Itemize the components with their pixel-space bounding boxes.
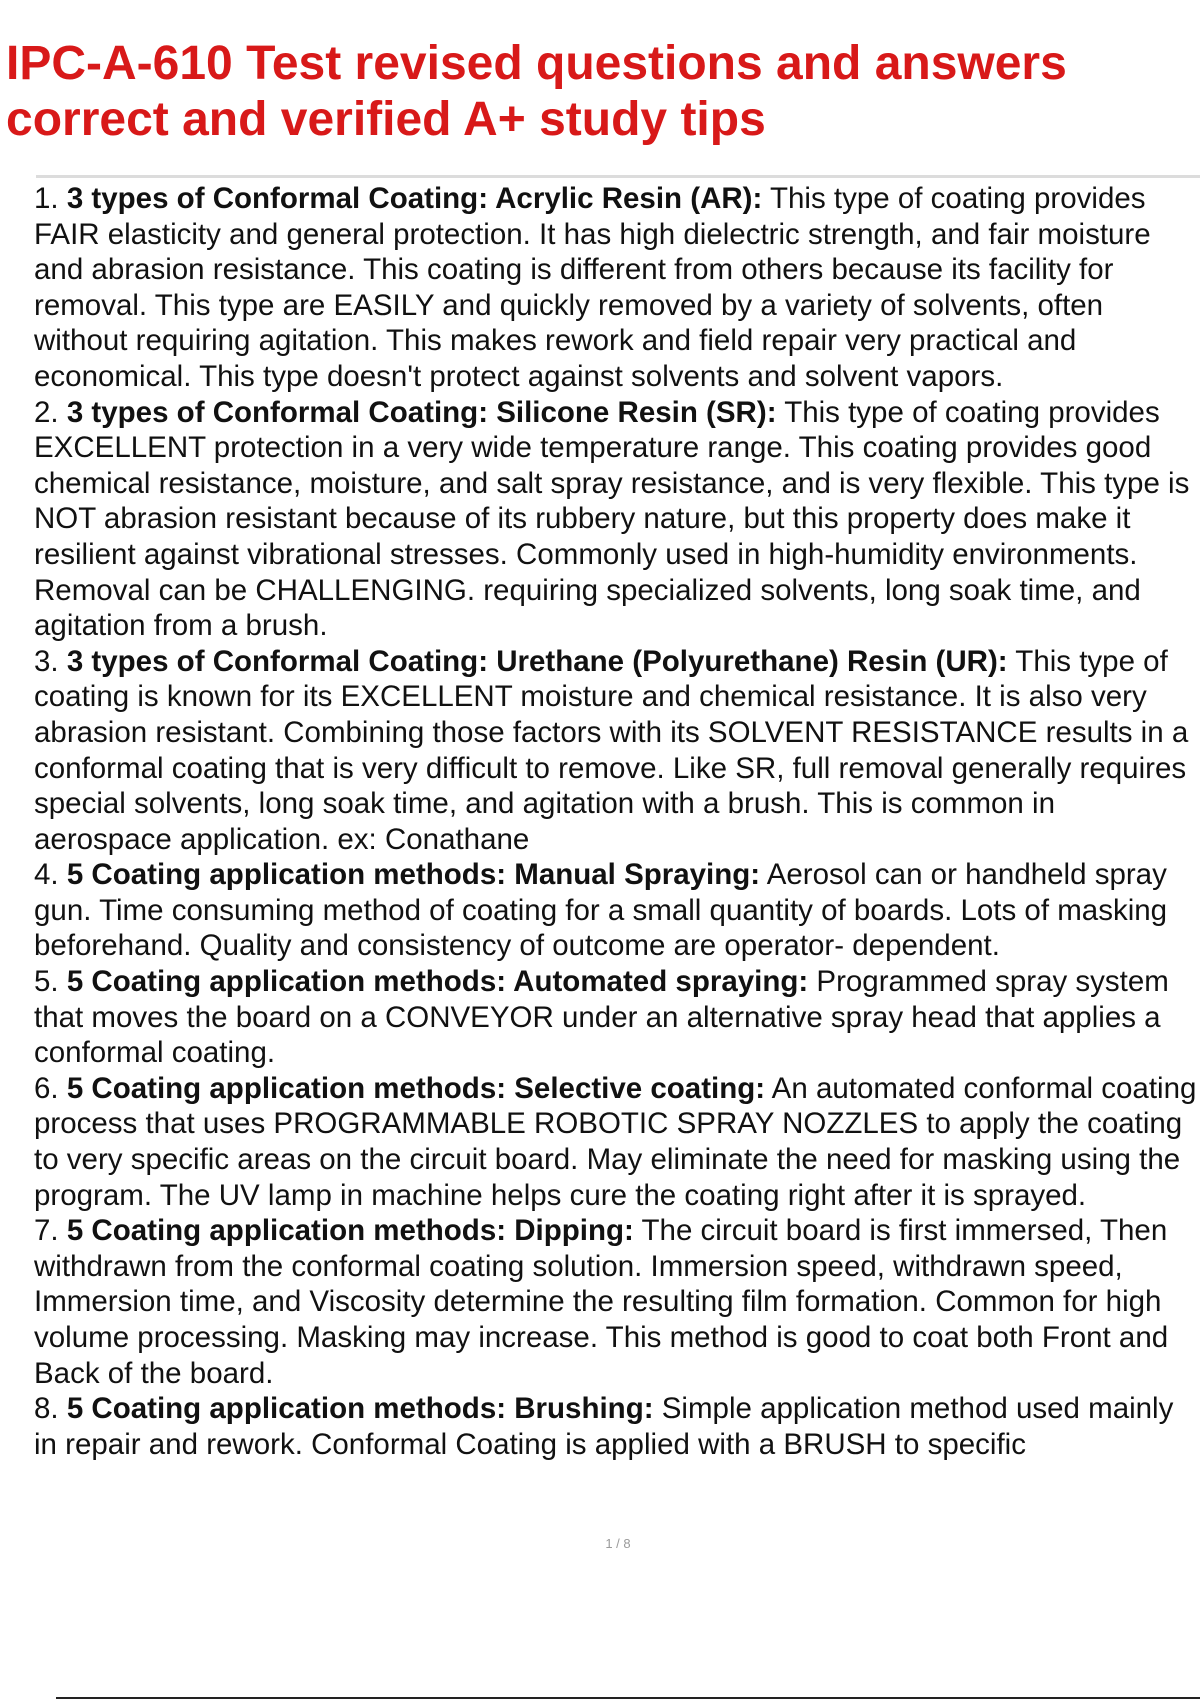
qa-number: 2.	[34, 395, 59, 429]
title-line-1: IPC-A-610 Test revised questions and answers	[6, 37, 1067, 90]
title-line-2: correct and verified A+ study tips	[6, 93, 766, 146]
qa-question: 5 Coating application methods: Automated spraying:	[66, 965, 809, 999]
qa-number: 3.	[34, 644, 59, 678]
bottom-divider	[56, 1697, 1200, 1699]
qa-number: 6.	[34, 1071, 59, 1105]
qa-question: 5 Coating application methods: Dipping:	[66, 1214, 634, 1248]
qa-question: 3 types of Conformal Coating: Acrylic Resin (AR):	[66, 182, 763, 215]
qa-answer: The circuit board is first immersed, Then withdrawn from the conformal coating solution. Immersion speed, withdrawn speed, Immersion time, and Viscosity determine the resulting film formation. Common for high volume processing. Masking may increase. This method is good to coat both Front and Back of the board.	[34, 1214, 1169, 1390]
qa-answer: An automated conformal coating process that uses PROGRAMMABLE ROBOTIC SPRAY NOZZLES to apply the coating to very specific areas on the circuit board. May eliminate the need for masking using the program. The UV lamp in machine helps cure the coating right after it is sprayed.	[34, 1071, 1197, 1212]
qa-item-6	[34, 1071, 1200, 1213]
qa-question: 5 Coating application methods: Brushing:	[66, 1392, 654, 1426]
qa-question: 5 Coating application methods: Manual Spraying:	[66, 858, 761, 892]
qa-answer: This type of coating provides EXCELLENT protection in a very wide temperature range. This coating provides good chemical resistance, moisture, and salt spray resistance, and is very flexible. This type is NOT abrasion resistant because of its rubbery nature, but this property does make it resilient against vibrational stresses. Commonly used in high-humidity environments. Removal can be CHALLENGING. requiring specialized solvents, long soak time, and agitation from a brush.	[34, 395, 1190, 643]
qa-list	[34, 181, 1200, 1462]
qa-question: 5 Coating application methods: Selective coating:	[66, 1071, 766, 1105]
qa-number: 4.	[34, 858, 59, 892]
qa-item-2	[34, 395, 1200, 644]
qa-answer: Simple application method used mainly in repair and rework. Conformal Coating is applied with a BRUSH to specific	[34, 1392, 1174, 1461]
qa-item-4	[34, 857, 1200, 964]
qa-answer: This type of coating is known for its EXCELLENT moisture and chemical resistance. It is also very abrasion resistant. Combining those factors with its SOLVENT RESISTANCE results in a conformal coating that is very difficult to remove. Like SR, full removal generally requires special solvents, long soak time, and agitation with a brush. This is common in aerospace application. ex: Conathane	[34, 644, 1189, 856]
qa-question: 3 types of Conformal Coating: Urethane (Polyurethane) Resin (UR):	[66, 644, 1008, 678]
qa-number: 8.	[34, 1392, 59, 1426]
title-divider	[36, 175, 1200, 178]
page-number: 1 / 8	[605, 1536, 631, 1551]
qa-question: 3 types of Conformal Coating: Silicone Resin (SR):	[66, 395, 777, 429]
qa-number: 7.	[34, 1214, 59, 1248]
qa-number: 1.	[34, 182, 59, 215]
qa-item-8	[34, 1391, 1200, 1462]
qa-item-7	[34, 1213, 1200, 1391]
qa-item-5	[34, 964, 1200, 1071]
qa-item-1	[34, 181, 1200, 395]
qa-item-3	[34, 644, 1200, 858]
document-title	[6, 36, 1186, 148]
qa-answer: Aerosol can or handheld spray gun. Time consuming method of coating for a small quantity of boards. Lots of masking beforehand. Quality and consistency of outcome are operator- dependent.	[34, 858, 1168, 963]
qa-answer: Programmed spray system that moves the board on a CONVEYOR under an alternative spray head that applies a conformal coating.	[34, 965, 1169, 1070]
qa-number: 5.	[34, 965, 59, 999]
qa-answer: This type of coating provides FAIR elasticity and general protection. It has high dielectric strength, and fair moisture and abrasion resistance. This coating is different from others because its facility for removal. This type are EASILY and quickly removed by a variety of solvents, often without requiring agitation. This makes rework and field repair very practical and economical. This type doesn't protect against solvents and solvent vapors.	[34, 182, 1151, 393]
